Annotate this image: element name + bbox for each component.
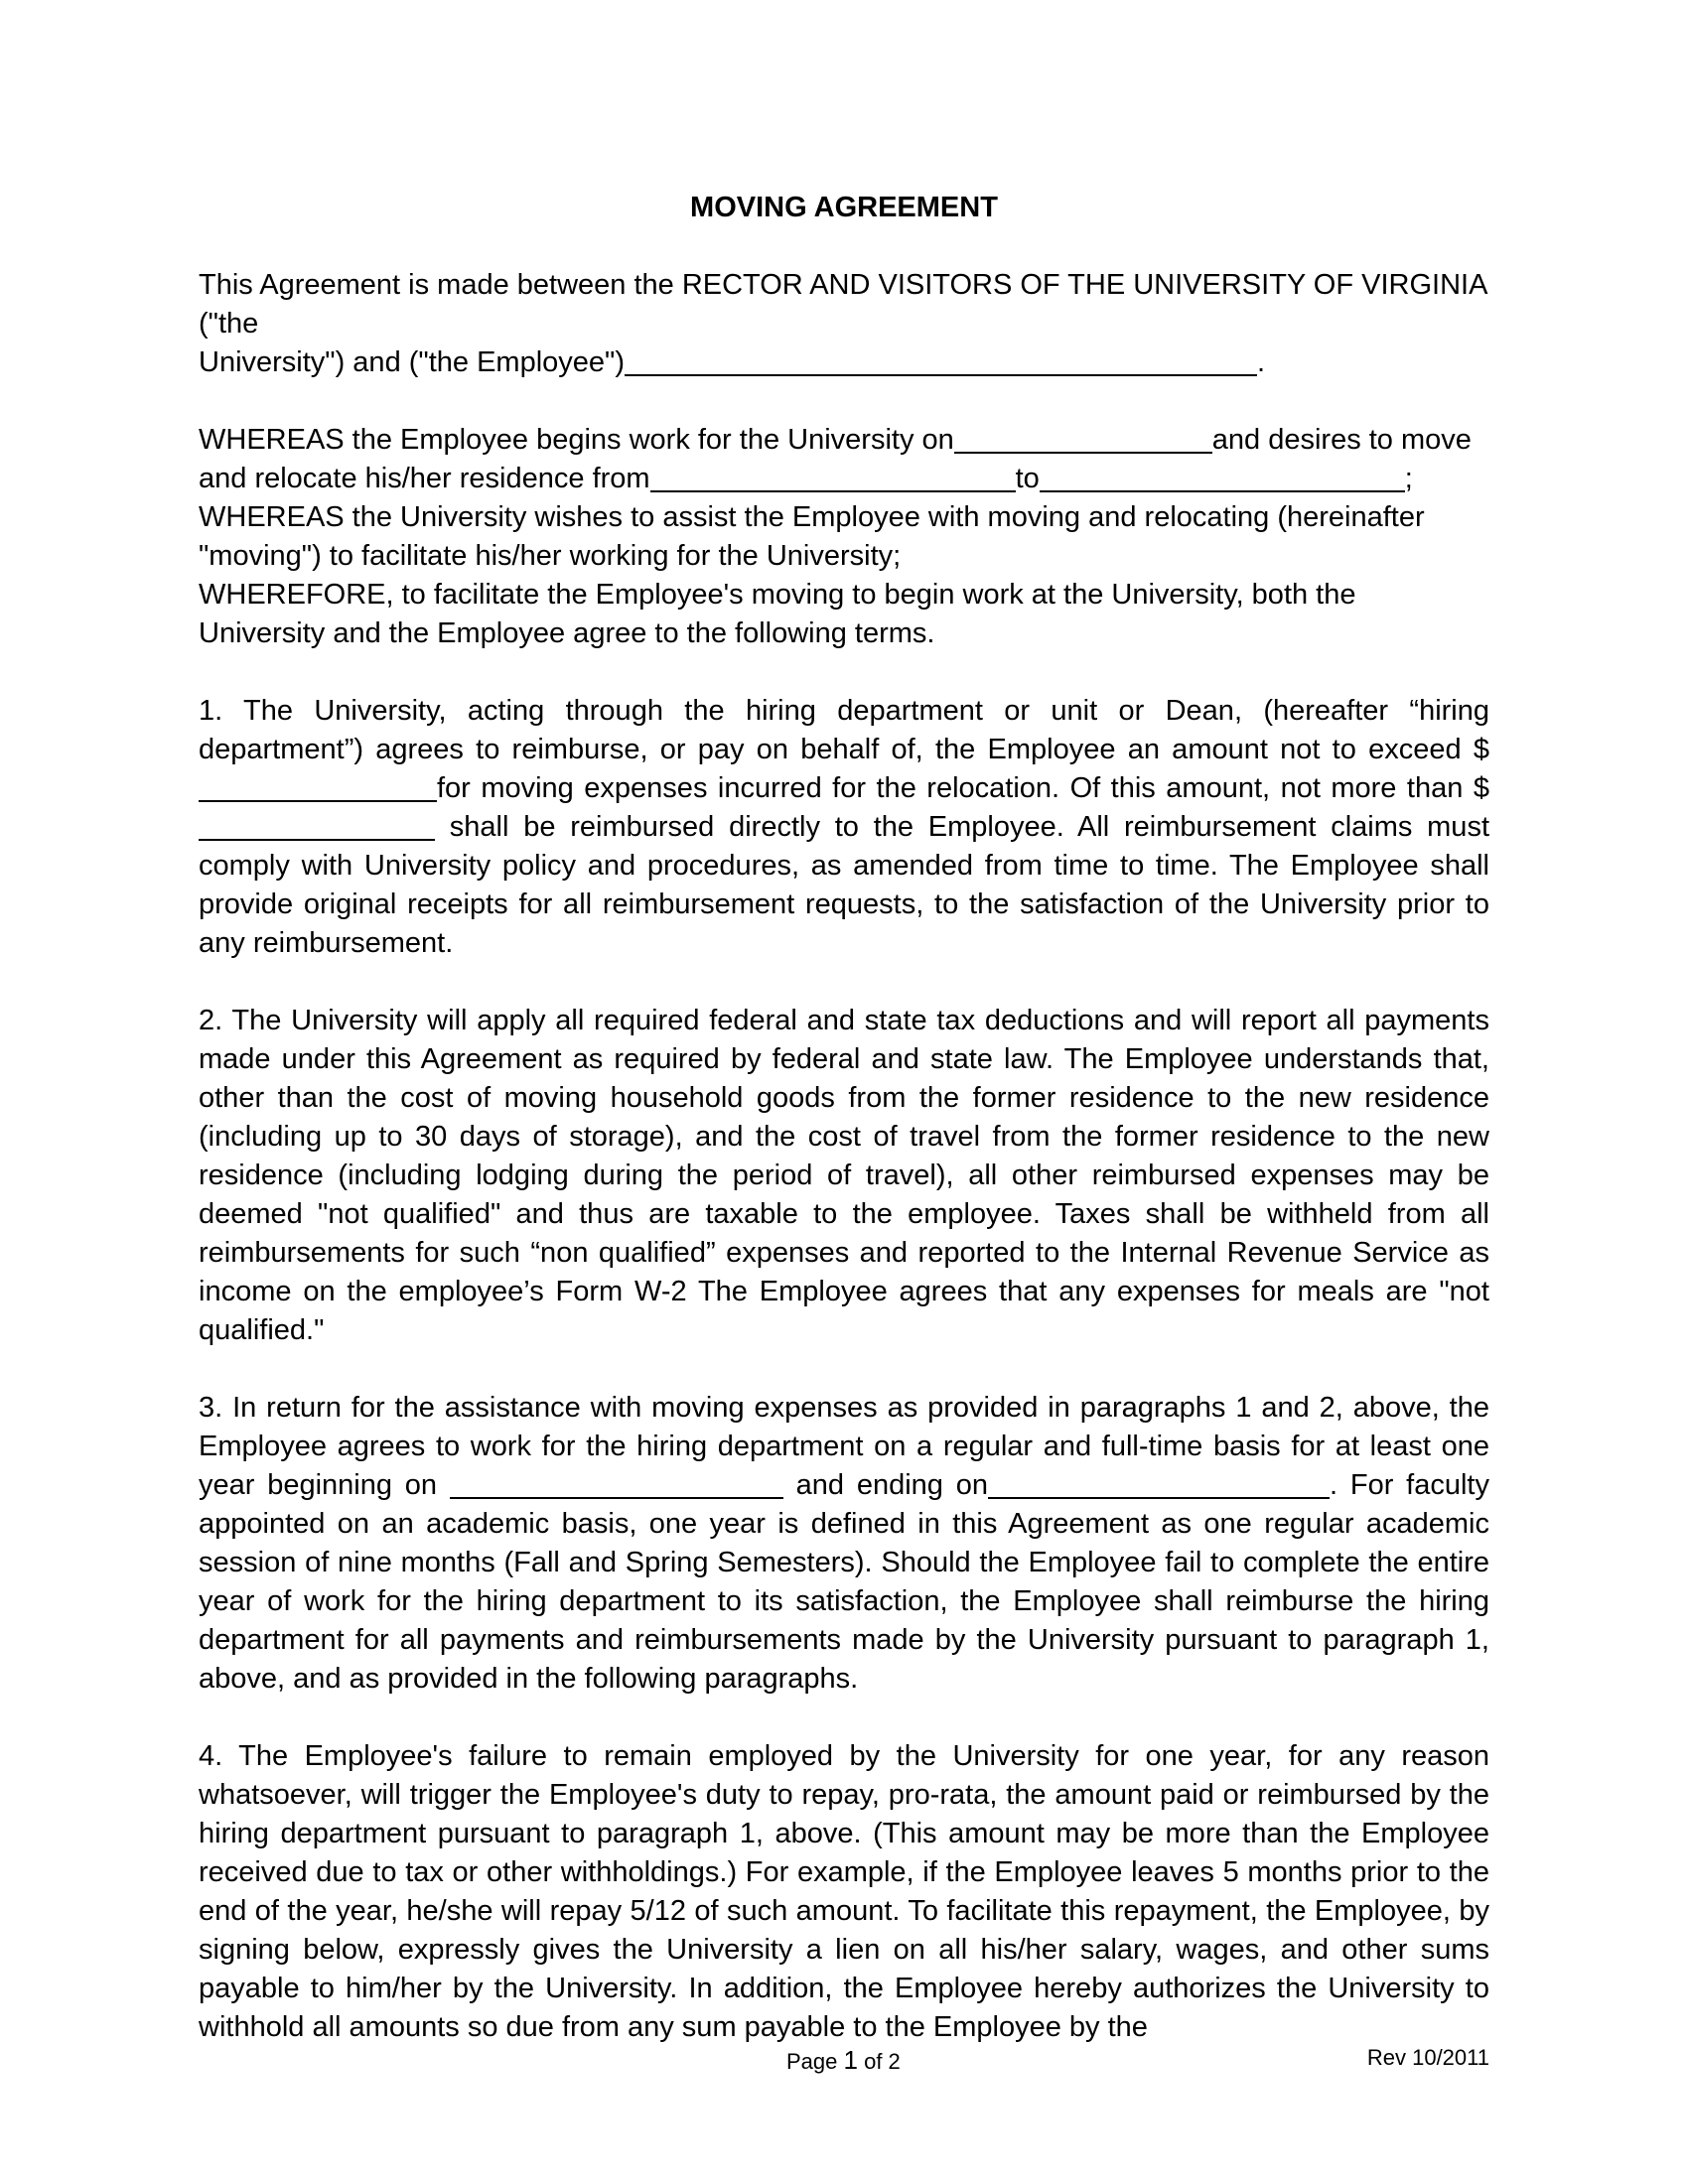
whereas-relocate-line — [199, 460, 1489, 498]
intro-line-2 — [199, 343, 1489, 382]
revision-label: Rev 10/2011 — [1366, 2045, 1489, 2070]
dollar-sign-2: $ — [1473, 772, 1489, 804]
whereas-semicolon: ; — [1404, 463, 1413, 494]
employee-name-blank[interactable] — [625, 344, 1257, 376]
start-date-blank[interactable] — [954, 422, 1212, 454]
page-prefix: Page — [786, 2049, 844, 2074]
paragraph-3-rest: . For faculty appointed on an academic basis, one year is defined in this Agreement as one regular academic session of nine months (Fall and Spring Semesters). Should the Employee fail to complete the entire year of work for the hiring department to its satisfaction, the Employee shall reimburse the hiring department for all payments and reimbursements made by the University pursuant to paragraph 1, above, and as provided in the following paragraphs. — [199, 1469, 1489, 1695]
max-amount-blank[interactable] — [199, 770, 437, 802]
paragraph-3-ending: and ending on — [782, 1469, 988, 1501]
whereas-section — [199, 421, 1489, 653]
page-suffix: of 2 — [857, 2049, 901, 2074]
paragraph-3-intro: 3. In return for the assistance with moving expenses as provided in paragraphs 1 and 2, above, the Employee agrees to work for the hiring department on a regular and full-time basis for at least one year beginning on — [199, 1392, 1489, 1501]
paragraph-1-middle: for moving expenses incurred for the relocation. Of this amount, not more than — [437, 772, 1464, 804]
paragraph-1 — [199, 692, 1489, 963]
paragraph-2: 2. The University will apply all required federal and state tax deductions and will report all payments made under this Agreement as required by federal and state law. The Employee understands that, other than the cost of moving household goods from the former residence to the new residence (including up to 30 days of storage), and the cost of travel from the former residence to the new residence (including lodging during the period of travel), all other reimbursed expenses may be deemed "not qualified" and thus are taxable to the employee. Taxes shall be withheld from all reimbursements for such “non qualified” expenses and reported to the Internal Revenue Service as income on the employee’s Form W-2 The Employee agrees that any expenses for meals are "not qualified." — [199, 1005, 1489, 1346]
dollar-sign-1: $ — [1473, 734, 1489, 765]
whereas-move-text: and desires to move — [1211, 424, 1472, 456]
page-number — [786, 2045, 901, 2076]
document-title: MOVING AGREEMENT — [690, 192, 998, 223]
whereas-to-text: to — [1015, 463, 1040, 494]
to-residence-blank[interactable] — [1040, 461, 1405, 492]
paragraph-3 — [199, 1389, 1489, 1699]
paragraph-4: 4. The Employee's failure to remain employed by the University for one year, for any reason whatsoever, will trigger the Employee's duty to repay, pro-rata, the amount paid or reimbursed by the hiring department pursuant to paragraph 1, above. (This amount may be more than the Employee received due to tax or other withholdings.) For example, if the Employee leaves 5 months prior to the end of the year, he/she will repay 5/12 of such amount. To facilitate this repayment, the Employee, by signing below, expressly gives the University a lien on all his/her salary, wages, and other sums payable to him/her by the University. In addition, the Employee hereby authorizes the University to withhold all amounts so due from any sum payable to the Employee by the — [199, 1740, 1489, 2043]
whereas-start-line — [199, 421, 1489, 460]
from-residence-blank[interactable] — [650, 461, 1016, 492]
direct-reimbursement-blank[interactable] — [199, 809, 435, 841]
whereas-assist-text: WHEREAS the University wishes to assist the Employee with moving and relocating (hereinafter "moving") to facilitate his/her working for the University; — [199, 501, 1425, 572]
intro-end: . — [1256, 346, 1266, 378]
whereas-relocate-text: and relocate his/her residence from — [199, 463, 650, 494]
document-page — [199, 189, 1489, 2047]
employment-end-blank[interactable] — [988, 1467, 1330, 1499]
intro-line-2-text: University") and ("the Employee") — [199, 346, 625, 378]
employment-start-blank[interactable] — [450, 1467, 783, 1499]
paragraph-1-intro: 1. The University, acting through the hiring department or unit or Dean, (hereafter “hiring department”) agrees to reimburse, or pay on behalf of, the Employee an amount not to exceed — [199, 695, 1489, 765]
wherefore-text: WHEREFORE, to facilitate the Employee's moving to begin work at the University, both the University and the Employee agree to the following terms. — [199, 579, 1356, 649]
page-number-value: 1 — [843, 2045, 858, 2075]
intro-paragraph — [199, 266, 1489, 382]
intro-line-1: This Agreement is made between the RECTOR AND VISITORS OF THE UNIVERSITY OF VIRGINIA ("the — [199, 269, 1486, 340]
paragraph-1-rest: shall be reimbursed directly to the Employee. All reimbursement claims must comply with University policy and procedures, as amended from time to time. The Employee shall provide original receipts for all reimbursement requests, to the satisfaction of the University prior to any reimbursement. — [199, 811, 1489, 959]
whereas-start-text: WHEREAS the Employee begins work for the University on — [199, 424, 954, 456]
